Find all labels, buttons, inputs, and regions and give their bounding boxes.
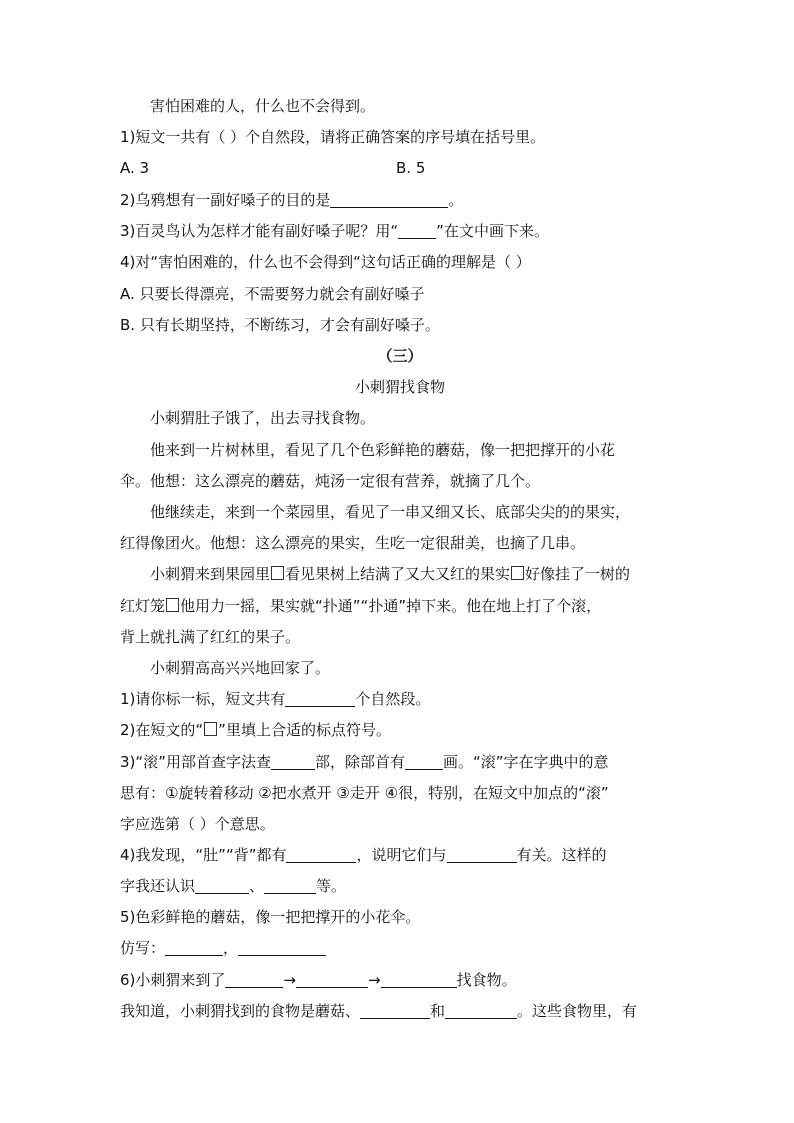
text-span: 部，除部首有: [314, 753, 405, 771]
answer-blank[interactable]: [445, 1002, 517, 1019]
text-span: 小刺猬来到果园里: [150, 565, 271, 583]
answer-blank[interactable]: [447, 846, 517, 863]
answer-blank[interactable]: [225, 971, 283, 988]
text-span: 有关。这样的: [516, 846, 607, 864]
text-span: 。这些食物里，有: [517, 1002, 638, 1020]
question-3-text: 3)百灵鸟认为怎样才能有副好嗓子呢？用“: [120, 222, 399, 240]
answer-blank[interactable]: [360, 1002, 430, 1019]
question-4: 4)对“害怕困难的，什么也不会得到“这句话正确的理解是（ ）: [120, 253, 531, 271]
answer-blank[interactable]: [285, 690, 355, 707]
paragraph-3-line-2: 红得像团火。他想：这么漂亮的果实，生吃一定很甜美，也摘了几串。: [120, 534, 586, 552]
punctuation-box[interactable]: [511, 566, 524, 580]
text-span: 1)请你标一标，短文共有: [120, 690, 286, 708]
text-span: 画。“滚”字在字典中的意: [442, 753, 609, 771]
option-b-line: B. 只有长期坚持，不断练习，才会有副好嗓子。: [120, 316, 440, 334]
paragraph-4-line-2: [120, 596, 680, 616]
punctuation-box[interactable]: [166, 598, 179, 612]
text-span: 好像挂了一树的: [525, 565, 631, 583]
underline-mark: [398, 222, 436, 239]
text-span: ，说明它们与: [356, 846, 447, 864]
section-question-4-line-2: [120, 876, 680, 896]
question-3: [120, 221, 680, 241]
section-question-3-line-3: 字应选第（ ）个意思。: [120, 815, 275, 833]
text-span: 字我还认识: [120, 877, 196, 895]
answer-blank[interactable]: [381, 971, 457, 988]
paragraph-4-line-3: 背上就扎满了红红的果子。: [120, 628, 301, 646]
answer-blank[interactable]: [330, 191, 448, 208]
section-question-4: [120, 845, 680, 865]
section-question-6-line-2: [120, 1001, 680, 1021]
option-a: A. 3: [120, 159, 150, 177]
text-span: 找食物。: [456, 971, 517, 989]
text-span: 4)我发现，“肚”“背”都有: [120, 846, 287, 864]
paragraph-2-line-1: 他来到一片树林里，看见了几个色彩鲜艳的蘑菇，像一把把撑开的小花: [150, 441, 616, 459]
text-span: 看见果树上结满了又大又红的果实: [285, 565, 511, 583]
answer-blank[interactable]: [195, 877, 249, 894]
arrow-icon: →: [367, 971, 381, 989]
text-span: ，: [223, 939, 239, 957]
imitation-line: [120, 938, 680, 958]
text-span: 红灯笼: [120, 597, 166, 615]
answer-blank[interactable]: [271, 753, 315, 770]
section-question-1: [120, 689, 680, 709]
paragraph-2-line-2: 伞。他想：这么漂亮的蘑菇，炖汤一定很有营养，就摘了几个。: [120, 472, 541, 490]
text-span: 仿写：: [120, 939, 166, 957]
answer-blank[interactable]: [286, 846, 356, 863]
paragraph-1: 小刺猬肚子饿了，出去寻找食物。: [150, 409, 376, 427]
answer-blank[interactable]: [296, 971, 368, 988]
text-span: 2)在短文的“: [120, 721, 204, 739]
punctuation-box-icon: [204, 722, 217, 736]
paragraph-5: 小刺猬高高兴兴地回家了。: [150, 659, 331, 677]
text-span: 和: [430, 1002, 446, 1020]
text-span: 等。: [316, 877, 347, 895]
section-question-6: [120, 970, 680, 990]
answer-blank[interactable]: [238, 939, 326, 956]
question-2-text: 2)乌鸦想有一副好嗓子的目的是: [120, 191, 331, 209]
text-line: 害怕困难的人，什么也不会得到。: [150, 97, 376, 115]
section-question-3-line-2: 思有：①旋转着移动 ②把水煮开 ③走开 ④很，特别，在短文中加点的“滚”: [120, 784, 609, 802]
arrow-icon: →: [283, 971, 296, 989]
paragraph-3-line-1: 他继续走，来到一个菜园里，看见了一串又细又长、底部尖尖的的果实，: [150, 503, 631, 521]
question-3-text-end: ”在文中画下来。: [436, 222, 549, 240]
text-span: ”里填上合适的标点符号。: [218, 721, 391, 739]
text-span: 我知道，小刺猬找到的食物是蘑菇、: [120, 1002, 361, 1020]
section-heading: （三）: [377, 347, 423, 365]
section-question-5: 5)色彩鲜艳的蘑菇，像一把把撑开的小花伞。: [120, 908, 421, 926]
section-question-3: [120, 752, 680, 772]
option-a-line: A. 只要长得漂亮，不需要努力就会有副好嗓子: [120, 285, 425, 303]
text-span: 、: [249, 877, 265, 895]
text-span: 个自然段。: [355, 690, 431, 708]
answer-blank[interactable]: [165, 939, 223, 956]
punct: 。: [448, 191, 464, 209]
punctuation-box[interactable]: [271, 566, 284, 580]
text-span: 3)“滚”用部首查字法查: [120, 753, 271, 771]
text-span: 他用力一摇，果实就“扑通”“扑通”掉下来。他在地上打了个滚，: [180, 597, 602, 615]
question-1: 1)短文一共有（ ）个自然段，请将正确答案的序号填在括号里。: [120, 128, 546, 146]
answer-blank[interactable]: [405, 753, 443, 770]
text-span: 6)小刺猬来到了: [120, 971, 226, 989]
option-b: B. 5: [396, 159, 426, 177]
section-question-2: [120, 720, 680, 740]
answer-blank[interactable]: [264, 877, 316, 894]
paragraph-4-line-1: [150, 564, 710, 584]
story-title: 小刺猬找食物: [354, 378, 445, 396]
question-2: [120, 190, 680, 210]
